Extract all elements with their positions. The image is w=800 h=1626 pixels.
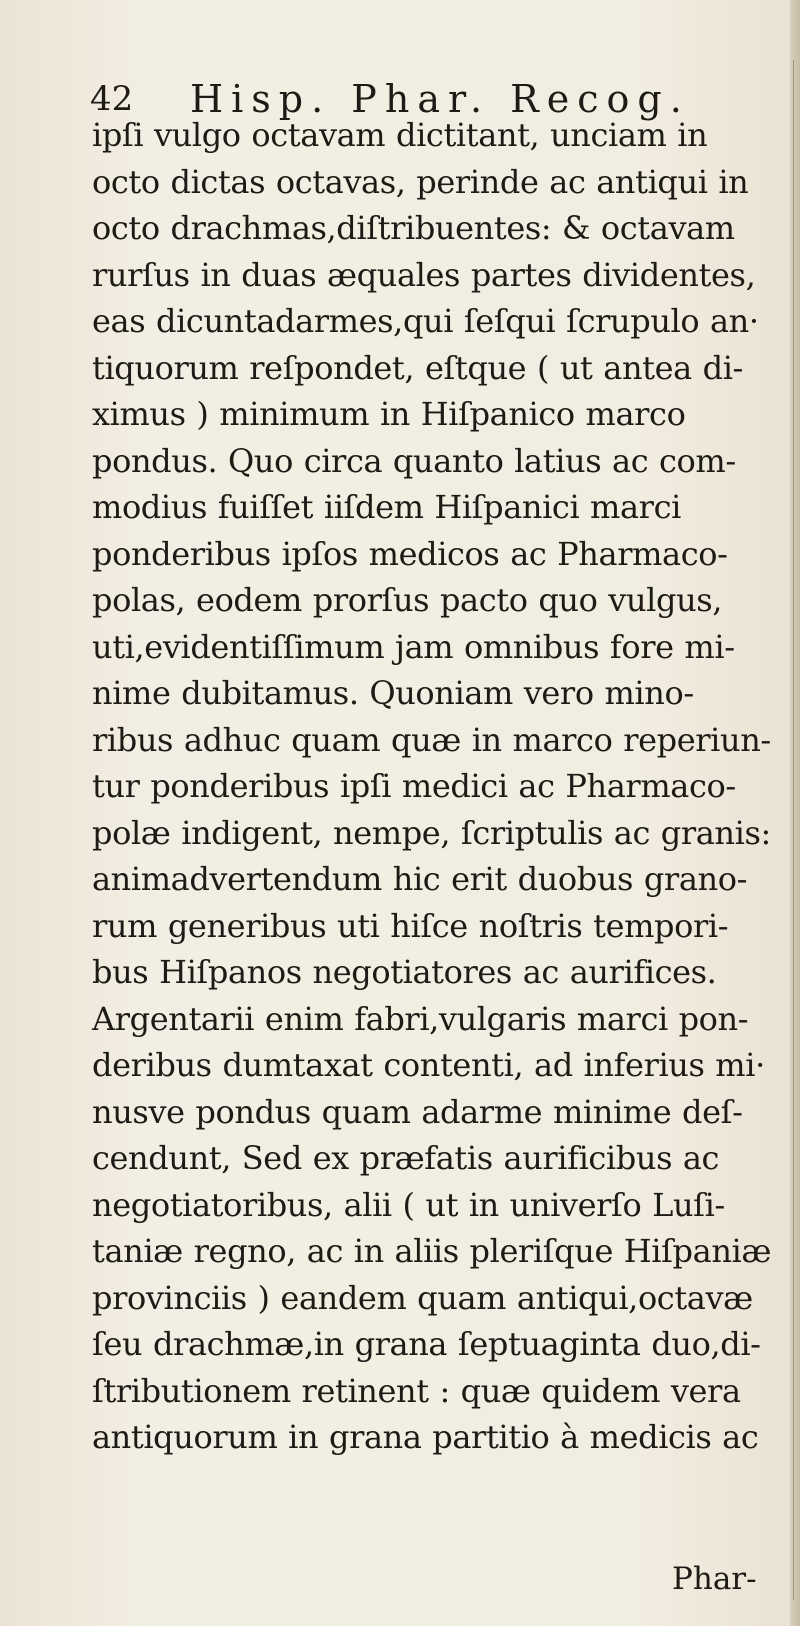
text-line: negotiatoribus, alii ( ut in univerſo Luſi- (92, 1185, 725, 1224)
text-line: tiquorum reſpondet, eſtque ( ut antea di- (92, 348, 743, 387)
text-line: pondus. Quo circa quanto latius ac com- (92, 441, 736, 480)
text-line: ſtributionem retinent : quæ quidem vera (92, 1371, 741, 1410)
text-line: octo dictas octavas, perinde ac antiqui in (92, 162, 749, 201)
text-line: cendunt, Sed ex præfatis aurificibus ac (92, 1139, 720, 1177)
text-line: polas, eodem prorſus pacto quo vulgus, (92, 581, 723, 619)
text-line: rum generibus uti hiſce noſtris tempori- (92, 906, 729, 945)
text-line: modius fuiſſet iiſdem Hiſpanici marci (92, 488, 681, 526)
text-line: ipſi vulgo octavam dictitant, unciam in (92, 116, 708, 154)
text-line: taniæ regno, ac in aliis pleriſque Hiſpaniæ (92, 1232, 772, 1270)
text-line: antiquorum in grana partitio à medicis ac (92, 1418, 759, 1456)
text-line: eas dicuntadarmes,qui ſeſqui ſcrupulo an· (92, 302, 759, 340)
text-line: tur ponderibus ipſi medici ac Pharmaco- (92, 767, 736, 805)
text-line: ſeu drachmæ,in grana ſeptuaginta duo,di- (92, 1325, 761, 1363)
page-edge (790, 0, 800, 1626)
text-line: ximus ) minimum in Hiſpanico marco (92, 395, 686, 433)
text-line: provinciis ) eandem quam antiqui,octavæ (92, 1278, 753, 1317)
text-line: deribus dumtaxat contenti, ad inferius mi· (92, 1046, 765, 1084)
text-line: ponderibus ipſos medicos ac Pharmaco- (92, 534, 728, 573)
body-text (92, 112, 782, 1461)
page-number: 42 (90, 79, 134, 119)
text-line: Argentarii enim fabri,vulgaris marci pon- (92, 999, 749, 1038)
text-line: ribus adhuc quam quæ in marco reperiun- (92, 720, 771, 759)
running-head: Hisp. Phar. Recog. (190, 77, 690, 121)
text-line: octo drachmas,diſtribuentes: & octavam (92, 209, 735, 247)
text-line: animadvertendum hic erit duobus grano- (92, 860, 747, 898)
text-line: uti,evidentiſſimum jam omnibus fore mi- (92, 627, 735, 666)
text-line: rurſus in duas æquales partes dividentes, (92, 255, 756, 294)
text-line: polæ indigent, nempe, ſcriptulis ac granis: (92, 813, 771, 852)
text-line: nusve pondus quam adarme minime deſ- (92, 1092, 743, 1131)
text-line: bus Hiſpanos negotiatores ac aurifices. (92, 953, 717, 991)
catchword: Phar- (672, 1561, 757, 1597)
text-line: nime dubitamus. Quoniam vero mino- (92, 674, 694, 712)
